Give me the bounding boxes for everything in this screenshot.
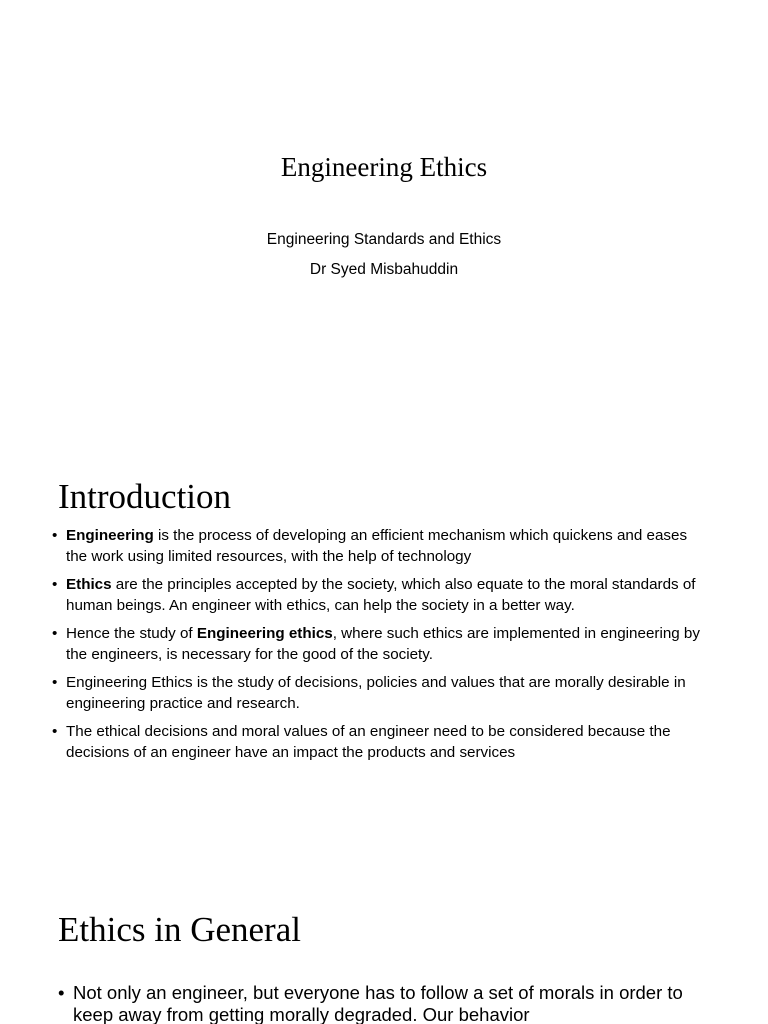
list-item xyxy=(52,574,712,616)
list-item xyxy=(52,623,712,665)
bullet-text: The ethical decisions and moral values of an engineer need to be considered because the decisions of an engineer have an impact the products and services xyxy=(66,723,671,761)
subtitle-author: Dr Syed Misbahuddin xyxy=(309,261,459,278)
bullet-icon: • xyxy=(52,674,58,691)
presentation-title: Engineering Ethics xyxy=(280,152,488,182)
bullet-list xyxy=(52,525,712,770)
bullet-bold-term: Ethics xyxy=(66,576,112,593)
ethics-in-general-slide xyxy=(0,864,768,1024)
slide-heading: Introduction xyxy=(58,477,232,516)
bullet-icon: • xyxy=(52,576,58,593)
bullet-list xyxy=(58,982,718,1024)
title-slide xyxy=(0,0,768,432)
list-item xyxy=(52,721,712,763)
bullet-text: is the process of developing an efficient mechanism which quickens and eases the work using limited resources, with the help of technology xyxy=(66,527,688,565)
introduction-slide xyxy=(0,432,768,864)
bullet-text: Not only an engineer, but everyone has to follow a set of morals in order to keep away from getting morally degraded. Our behavior xyxy=(73,982,683,1024)
bullet-text: are the principles accepted by the society, which also equate to the moral standards of human beings. An engineer with ethics, can help the society in a better way. xyxy=(66,576,696,614)
bullet-icon: • xyxy=(52,723,58,740)
list-item xyxy=(52,525,712,567)
bullet-bold-term: Engineering ethics xyxy=(196,625,333,642)
bullet-bold-term: Engineering xyxy=(66,527,154,544)
bullet-prefix: Hence the study of xyxy=(66,625,197,642)
list-item xyxy=(52,672,712,714)
bullet-text: , where such ethics are implemented in engineering by the engineers, is necessary for the good of the society. xyxy=(66,625,700,663)
bullet-icon: • xyxy=(58,982,65,1003)
list-item xyxy=(58,982,718,1024)
bullet-text: Engineering Ethics is the study of decisions, policies and values that are morally desirable in engineering practice and research. xyxy=(66,674,686,712)
bullet-icon: • xyxy=(52,625,58,642)
bullet-icon: • xyxy=(52,527,58,544)
subtitle-course: Engineering Standards and Ethics xyxy=(266,231,502,248)
slide-heading: Ethics in General xyxy=(58,910,301,949)
